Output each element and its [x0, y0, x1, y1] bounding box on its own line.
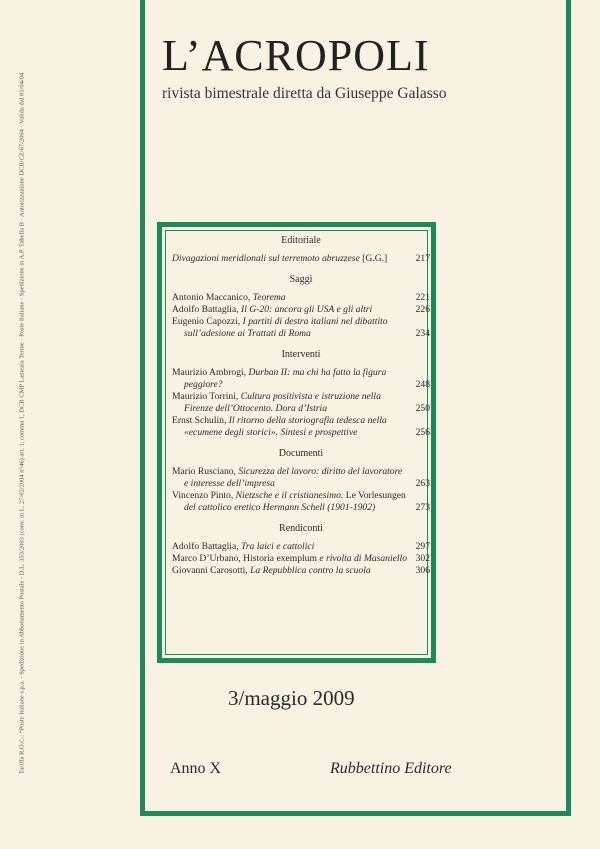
entry-page: 302 [415, 553, 430, 564]
entry-author: Mario Rusciano, [172, 466, 239, 477]
section-heading-rendiconti: Rendiconti [279, 523, 323, 534]
issue-number: 3/maggio 2009 [228, 686, 355, 710]
section-heading-interventi: Interventi [281, 349, 321, 360]
entry-author: Maurizio Ambrogi, [172, 367, 249, 378]
toc-entry [172, 565, 430, 577]
toc-entry [172, 316, 430, 340]
toc-entry [172, 292, 430, 304]
entry-title: Divagazioni meridionali sul terremoto abruzzese [172, 253, 360, 264]
entry-title: Teorema [252, 292, 286, 303]
toc-entry [172, 391, 430, 415]
entry-page: 217 [415, 253, 430, 264]
publisher-name: Rubbettino Editore [330, 760, 452, 777]
section-heading-documenti: Documenti [278, 448, 324, 459]
toc-entry [172, 253, 430, 265]
entry-page: 306 [415, 565, 430, 576]
toc-entry [172, 490, 430, 514]
entry-title-roman: Le Vorlesungen [345, 490, 406, 501]
entry-title: I partiti di destra italiani nel dibattito sull’adesione ai Trattati di Roma [184, 316, 388, 339]
entry-title: Durban II: ma chi ha fatto la figura peggiore? [184, 367, 387, 390]
toc-entry [172, 466, 430, 490]
spine-postal-text: Tariffa R.O.C.: “Poste Italiane s.p.a. - Spedizione in Abbonamento Postale - D.L. 353/2003 (conv. in L. 27/02/2004 n°46) art. 1, comma 1, DCB CMP Lamezia Terme · Poste Italiane · Spedizione in A.P. Tabella B · Autorizzazione DCB/CZ/67/2004 · Valida dal 01/04/04 [18, 72, 26, 775]
entry-author: Giovanni Carosotti, [172, 565, 251, 576]
section-heading-editoriale: Editoriale [281, 235, 321, 246]
journal-title: L’ACROPOLI [162, 31, 430, 80]
entry-title-roman: Historia exemplum [243, 553, 320, 564]
entry-page: 297 [415, 541, 430, 552]
entry-title: Il G-20: ancora gli USA e gli altri [241, 304, 373, 315]
entry-page: 263 [415, 478, 430, 489]
entry-title: e rivolta di Masaniello [319, 553, 408, 564]
entry-title: del cattolico eretico Hermann Schell (1901-1902) [184, 502, 376, 513]
entry-title: Il ritorno della storiografia tedesca nella «ecumene degli storici». Sintesi e prospettive [184, 415, 387, 438]
section-heading-saggi: Saggi [289, 274, 313, 285]
toc-entry [172, 553, 430, 565]
entry-page: 273 [415, 502, 430, 513]
entry-author: Eugenio Capozzi, [172, 316, 243, 327]
toc-entry [172, 541, 430, 553]
entry-page: 221 [415, 292, 430, 303]
entry-page: 226 [415, 304, 430, 315]
entry-title: La Repubblica contro la scuola [250, 565, 371, 576]
journal-subtitle: rivista bimestrale diretta da Giuseppe Galasso [162, 85, 447, 102]
entry-author: Antonio Maccanico, [172, 292, 253, 303]
entry-title: Cultura positivista e istruzione nella Firenze dell’Ottocento. Dora d’Istria [184, 391, 381, 414]
toc-entry [172, 367, 430, 391]
entry-page: 248 [415, 379, 430, 390]
entry-author: Ernst Schulin, [172, 415, 229, 426]
entry-page: 250 [415, 403, 430, 414]
toc-entry [172, 304, 430, 316]
entry-page: 234 [415, 328, 430, 339]
entry-page: 256 [415, 427, 430, 438]
entry-suffix: [G.G.] [359, 253, 388, 264]
entry-author: Marco D’Urbano, [172, 553, 244, 564]
entry-author: Maurizio Torrini, [172, 391, 241, 402]
entry-author: Adolfo Battaglia, [172, 541, 242, 552]
entry-title: Nietzsche e il cristianesimo. [235, 490, 346, 501]
entry-title: Tra laici e cattolici [241, 541, 315, 552]
entry-author: Vincenzo Pinto, [172, 490, 236, 501]
toc-entry [172, 415, 430, 439]
entry-title: Sicurezza del lavoro: diritto del lavoratore e interesse dell’impresa [184, 466, 403, 489]
table-of-contents [172, 235, 430, 577]
volume-year: Anno X [170, 760, 222, 777]
entry-author: Adolfo Battaglia, [172, 304, 242, 315]
